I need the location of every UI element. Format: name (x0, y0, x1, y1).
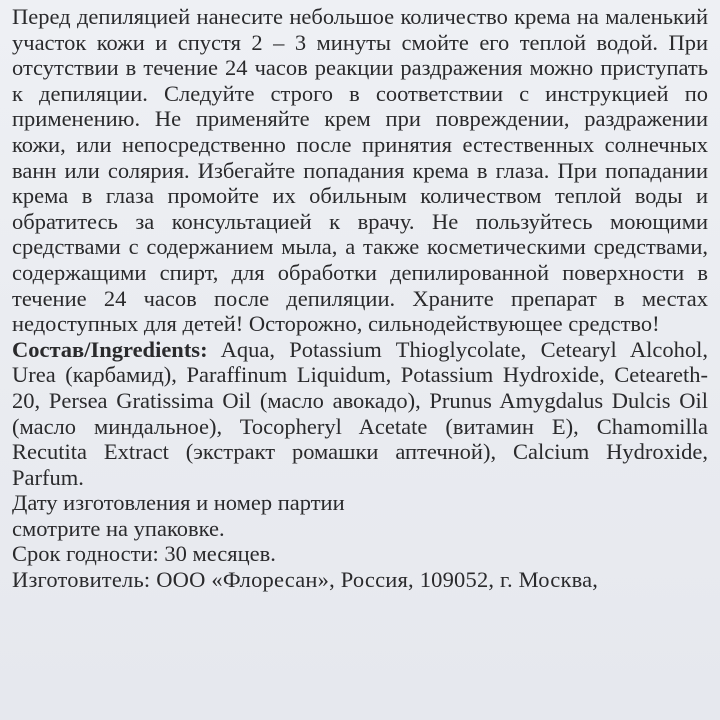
shelf-life: Срок годности: 30 месяцев. (12, 541, 276, 567)
usage-instructions: Перед депиляцией нанесите небольшое количество крема на маленький участок кожи и спустя 2 – 3 минуты смойте его теплой водой. При отсутствии в течение 24 часов реакции раздражения можно приступать к депиляции. Следуйте строго в соответствии с инструкцией по применению. Не применяйте крем при повреждении, раздражении кожи, или непосредственно после принятия естественных солнечных ванн или солярия. Избегайте попадания крема в глаза. При попадании крема в глаза промойте их обильным количеством теплой воды и обратитесь за консультацией к врачу. Не пользуйтесь моющими средствами с содержанием мыла, а также косметическими средствами, содержащими спирт, для обработки депилированной поверхности в течение 24 часов после депиляции. Храните препарат в местах недоступных для детей! Осторожно, сильнодействующее средство! (12, 4, 708, 337)
production-date-note-line-2: смотрите на упаковке. (12, 515, 225, 541)
ingredients-paragraph (12, 337, 708, 491)
label-text-block (12, 4, 708, 593)
production-date-note-line-1: Дату изготовления и номер партии (12, 490, 345, 516)
ingredients-heading: Состав/Ingredients: (12, 336, 208, 362)
manufacturer-info: Изготовитель: ООО «Флоресан», Россия, 109052, г. Москва, (12, 567, 599, 593)
ingredients-list: Aqua, Potassium Thioglycolate, Cetearyl Alcohol, Urea (карбамид), Paraffinum Liquidum, Potassium Hydroxide, Ceteareth-20, Persea Gratissima Oil (масло авокадо), Prunus Amygdalus Dulcis Oil (масло миндальное), Tocopheryl Acetate (витамин E), Chamomilla Recutita Extract (экстракт ромашки аптечной), Calcium Hydroxide, Parfum. (12, 336, 708, 490)
